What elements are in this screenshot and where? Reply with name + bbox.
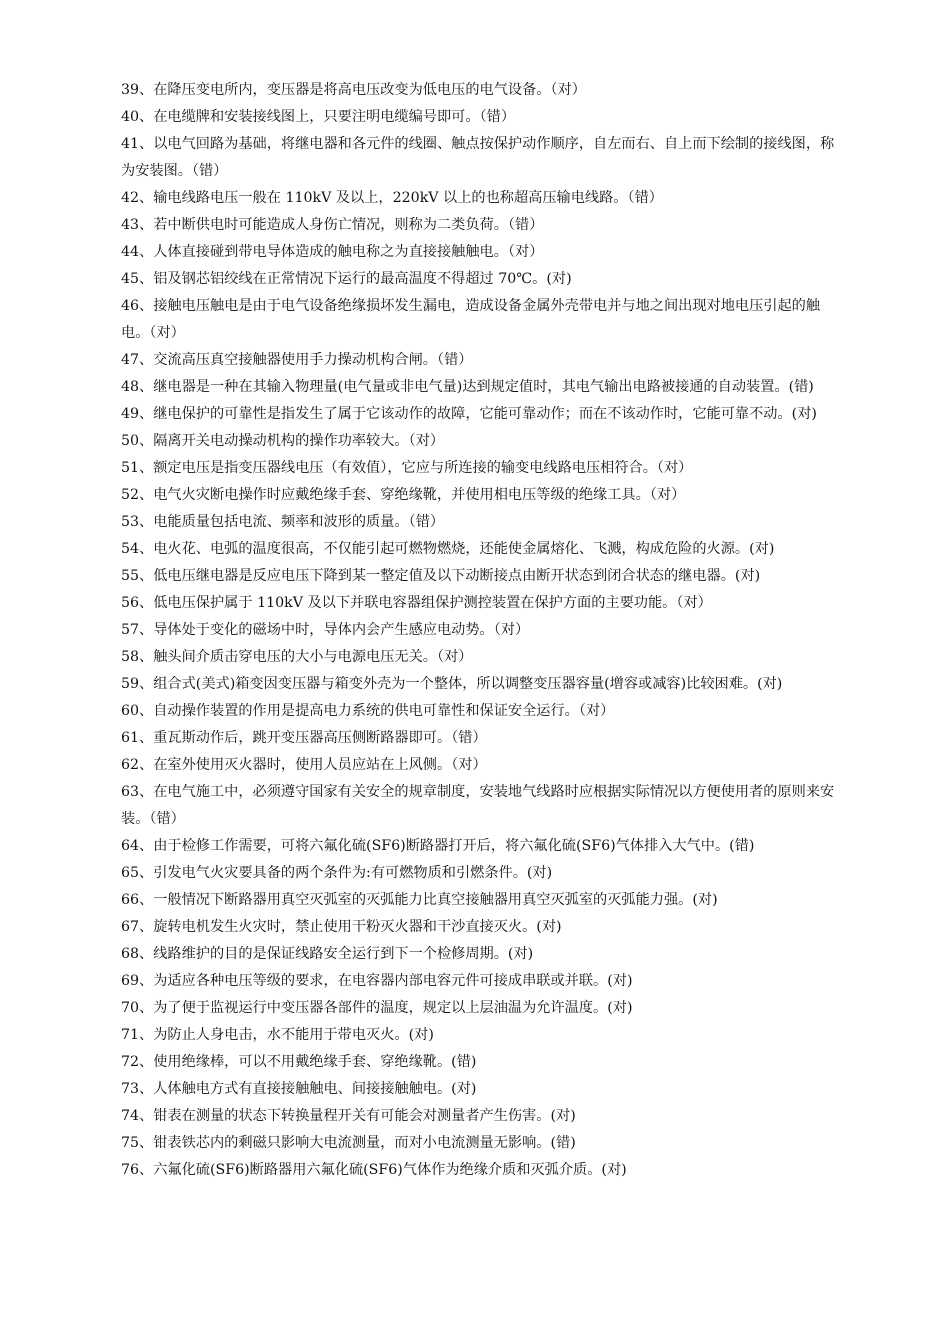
question-item: 42、输电线路电压一般在 110kV 及以上，220kV 以上的也称超高压输电线路。（错） (121, 190, 663, 206)
question-item: 72、使用绝缘棒，可以不用戴绝缘手套、穿绝缘靴。(错) (121, 1054, 477, 1070)
question-item: 60、自动操作装置的作用是提高电力系统的供电可靠性和保证安全运行。（对） (121, 703, 615, 719)
question-item: 49、继电保护的可靠性是指发生了属于它该动作的故障，它能可靠动作；而在不该动作时，它能可靠不动。(对) (121, 406, 817, 422)
question-list (121, 77, 840, 1184)
question-item: 69、为适应各种电压等级的要求，在电容器内部电容元件可接成串联或并联。(对) (121, 973, 633, 989)
question-item: 66、一般情况下断路器用真空灭弧室的灭弧能力比真空接触器用真空灭弧室的灭弧能力强。(对) (121, 892, 718, 908)
question-item: 46、接触电压触电是由于电气设备绝缘损坏发生漏电，造成设备金属外壳带电并与地之间出现对地电压引起的触电。（对） (121, 298, 821, 341)
question-item: 40、在电缆牌和安装接线图上，只要注明电缆编号即可。（错） (121, 109, 516, 125)
question-item: 61、重瓦斯动作后，跳开变压器高压侧断路器即可。（错） (121, 730, 487, 746)
question-item: 76、六氟化硫(SF6)断路器用六氟化硫(SF6)气体作为绝缘介质和灭弧介质。(对) (121, 1162, 627, 1178)
question-item: 71、为防止人身电击，水不能用于带电灭火。(对) (121, 1027, 434, 1043)
question-item: 64、由于检修工作需要，可将六氟化硫(SF6)断路器打开后，将六氟化硫(SF6)气体排入大气中。(错) (121, 838, 755, 854)
question-item: 53、电能质量包括电流、频率和波形的质量。（错） (121, 514, 445, 530)
question-item: 73、人体触电方式有直接接触触电、间接接触触电。(对) (121, 1081, 477, 1097)
question-item: 75、钳表铁芯内的剩磁只影响大电流测量，而对小电流测量无影响。(错) (121, 1135, 576, 1151)
question-item: 56、低电压保护属于 110kV 及以下并联电容器组保护测控装置在保护方面的主要功能。（对） (121, 595, 712, 611)
question-item: 67、旋转电机发生火灾时，禁止使用干粉灭火器和干沙直接灭火。(对) (121, 919, 562, 935)
question-item: 70、为了便于监视运行中变压器各部件的温度，规定以上层油温为允许温度。(对) (121, 1000, 633, 1016)
question-item: 62、在室外使用灭火器时，使用人员应站在上风侧。（对） (121, 757, 487, 773)
question-item: 57、导体处于变化的磁场中时，导体内会产生感应电动势。（对） (121, 622, 530, 638)
question-item: 39、在降压变电所内，变压器是将高电压改变为低电压的电气设备。（对） (121, 82, 586, 98)
question-item: 68、线路维护的目的是保证线路安全运行到下一个检修周期。(对) (121, 946, 534, 962)
question-item: 47、交流高压真空接触器使用手力操动机构合闸。（错） (121, 352, 473, 368)
question-item: 48、继电器是一种在其输入物理量(电气量或非电气量)达到规定值时，其电气输出电路被接通的自动装置。(错) (121, 379, 814, 395)
question-item: 44、人体直接碰到带电导体造成的触电称之为直接接触触电。（对） (121, 244, 544, 260)
question-item: 63、在电气施工中，必须遵守国家有关安全的规章制度，安装地气线路时应根据实际情况以方便使用者的原则来安装。（错） (121, 784, 835, 827)
question-item: 41、以电气回路为基础，将继电器和各元件的线圈、触点按保护动作顺序，自左而右、自上而下绘制的接线图，称为安装图。（错） (121, 136, 835, 179)
question-item: 54、电火花、电弧的温度很高，不仅能引起可燃物燃烧，还能使金属熔化、飞溅，构成危险的火源。(对) (121, 541, 775, 557)
question-item: 45、铝及钢芯铝绞线在正常情况下运行的最高温度不得超过 70℃。(对) (121, 271, 572, 287)
question-item: 65、引发电气火灾要具备的两个条件为:有可燃物质和引燃条件。(对) (121, 865, 553, 881)
question-item: 50、隔离开关电动操动机构的操作功率较大。（对） (121, 433, 445, 449)
question-item: 51、额定电压是指变压器线电压（有效值），它应与所连接的输变电线路电压相符合。（对） (121, 460, 693, 476)
question-item: 43、若中断供电时可能造成人身伤亡情况，则称为二类负荷。（错） (121, 217, 544, 233)
question-item: 58、触头间介质击穿电压的大小与电源电压无关。（对） (121, 649, 473, 665)
question-item: 74、钳表在测量的状态下转换量程开关有可能会对测量者产生伤害。(对) (121, 1108, 576, 1124)
question-item: 55、低电压继电器是反应电压下降到某一整定值及以下动断接点由断开状态到闭合状态的继电器。(对) (121, 568, 761, 584)
question-item: 52、电气火灾断电操作时应戴绝缘手套、穿绝缘靴，并使用相电压等级的绝缘工具。（对） (121, 487, 686, 503)
question-item: 59、组合式(美式)箱变因变压器与箱变外壳为一个整体，所以调整变压器容量(增容或减容)比较困难。(对) (121, 676, 783, 692)
